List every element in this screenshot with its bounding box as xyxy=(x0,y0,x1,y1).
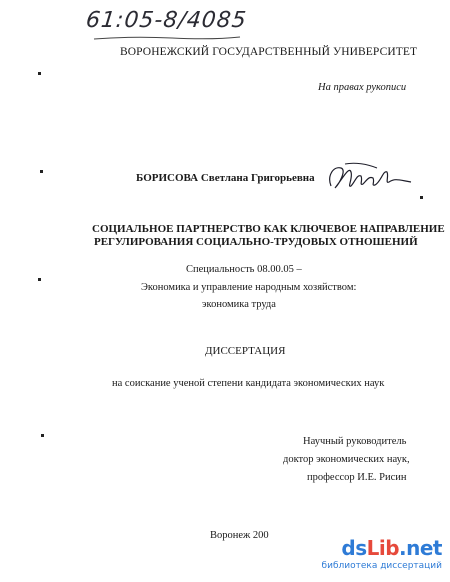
author-name: БОРИСОВА Светлана Григорьевна xyxy=(136,172,315,184)
scan-mark xyxy=(420,196,423,199)
specialty-field: Экономика и управление народным хозяйством: xyxy=(141,282,357,293)
scan-mark xyxy=(40,170,43,173)
archive-number: 61:05-8/4085 xyxy=(84,8,249,33)
logo-lib: Lib xyxy=(366,536,400,560)
supervisor-name: профессор И.Е. Рисин xyxy=(307,472,407,483)
author-signature xyxy=(325,158,415,198)
archive-number-underline xyxy=(92,34,242,42)
specialty-code: Специальность 08.00.05 – xyxy=(186,264,302,275)
specialty-subfield: экономика труда xyxy=(202,299,276,310)
scan-mark xyxy=(41,434,44,437)
rights-note: На правах рукописи xyxy=(318,82,407,93)
supervisor-label: Научный руководитель xyxy=(303,436,407,447)
document-type: ДИССЕРТАЦИЯ xyxy=(205,345,286,357)
logo-ds: ds xyxy=(341,536,367,560)
dslib-subtitle: библиотека диссертаций xyxy=(321,561,442,571)
university-name: ВОРОНЕЖСКИЙ ГОСУДАРСТВЕННЫЙ УНИВЕРСИТЕТ xyxy=(120,46,418,58)
dslib-logo xyxy=(341,536,442,560)
logo-net: .net xyxy=(399,536,442,560)
dissertation-title-line-2: РЕГУЛИРОВАНИЯ СОЦИАЛЬНО-ТРУДОВЫХ ОТНОШЕНИЙ xyxy=(94,236,418,248)
dslib-watermark[interactable] xyxy=(321,536,442,576)
dissertation-title-line-1: СОЦИАЛЬНОЕ ПАРТНЕРСТВО КАК КЛЮЧЕВОЕ НАПРАВЛЕНИЕ xyxy=(92,223,445,235)
scan-mark xyxy=(38,72,41,75)
degree-purpose: на соискание ученой степени кандидата экономических наук xyxy=(112,378,385,389)
supervisor-degree: доктор экономических наук, xyxy=(283,454,410,465)
city-year: Воронеж 200 xyxy=(210,530,269,541)
scan-mark xyxy=(38,278,41,281)
